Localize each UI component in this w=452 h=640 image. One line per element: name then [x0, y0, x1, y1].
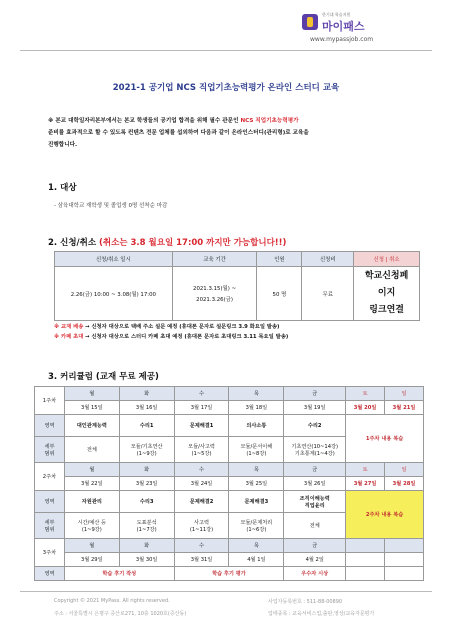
week2-day-row	[35, 463, 424, 477]
date: 3월 24일	[174, 477, 229, 491]
area: 수리2	[284, 415, 346, 437]
range-label-line-2: 범위	[44, 526, 55, 533]
range-line: (1~9강)	[81, 526, 102, 533]
day-mon: 월	[64, 387, 119, 401]
apply-period: 2.26(금) 10:00 ~ 3.08(월) 17:00	[55, 267, 173, 321]
area-line: 조직이해능력	[299, 495, 330, 502]
curriculum-table	[34, 386, 424, 581]
logo-mark-icon	[302, 14, 318, 30]
area: 의사소통	[229, 415, 284, 437]
empty-cell	[346, 539, 385, 553]
cancel-deadline-note: (취소는 3.8 월요일 17:00 까지만 가능합니다!!)	[99, 238, 287, 248]
range	[119, 513, 174, 539]
area: 대인관계능력	[64, 415, 119, 437]
day-sun: 일	[385, 387, 424, 401]
week2-date-row	[35, 477, 424, 491]
date: 3월 26일	[284, 477, 346, 491]
day-wed: 수	[174, 463, 229, 477]
header-edu-period: 교육 기간	[172, 252, 257, 267]
area-label: 영역	[35, 567, 65, 581]
area-label: 영역	[35, 491, 65, 513]
week1-label: 1주차	[35, 387, 65, 415]
day-sun: 일	[385, 463, 424, 477]
day-sat: 토	[346, 387, 385, 401]
header-divider	[20, 50, 432, 51]
range-line: (1~7강)	[136, 526, 157, 533]
empty-cell	[385, 539, 424, 553]
range-line: 도표분석	[136, 519, 157, 526]
section-3-heading: 3. 커리큘럼 (교재 무료 제공)	[48, 372, 159, 382]
empty-cell	[385, 567, 424, 581]
apply-link[interactable]	[354, 267, 420, 321]
range-line: 모듈/문서이해	[240, 443, 273, 450]
day-wed: 수	[174, 539, 229, 553]
header-apply-cancel: 신청 | 취소	[354, 252, 420, 267]
date: 3월 19일	[284, 401, 346, 415]
footer-copyright: Copyright © 2021 MyPass. All rights reserved.	[54, 598, 170, 604]
range	[284, 437, 346, 463]
footer-divider	[20, 591, 432, 592]
range	[64, 513, 119, 539]
area	[284, 491, 346, 513]
date: 3월 31일	[174, 553, 229, 567]
date: 3월 25일	[229, 477, 284, 491]
day-fri: 금	[284, 463, 346, 477]
empty-cell	[346, 553, 385, 567]
header-fee: 신청비	[302, 252, 354, 267]
header-apply-period: 신청/취소 일시	[55, 252, 173, 267]
range-line: 모듈/문제처리	[240, 519, 273, 526]
week3-label: 3주차	[35, 539, 65, 567]
intro-paragraph	[48, 115, 418, 151]
range-label-line-1: 세부	[44, 443, 55, 450]
date: 3월 22일	[64, 477, 119, 491]
logo-url[interactable]: www.mypassjob.com	[310, 36, 374, 43]
date: 3월 16일	[119, 401, 174, 415]
application-table-row	[55, 267, 420, 321]
note-textbook-label: ※ 교재 배송	[54, 324, 84, 330]
notes	[54, 322, 288, 342]
week2-area-row	[35, 491, 424, 513]
date: 4월 2일	[284, 553, 346, 567]
date: 4월 1일	[229, 553, 284, 567]
note-cafe-text: → 신청자 대상으로 스터디 카페 초대 예정 (휴대폰 문자로 초대링크 3.11 목요일 발송)	[83, 334, 289, 340]
week1-area-row	[35, 415, 424, 437]
day-tue: 화	[119, 387, 174, 401]
day-fri: 금	[284, 539, 346, 553]
area: 자원관리	[64, 491, 119, 513]
intro-line-1-text: ※ 본교 대학일자리본부에서는 본교 학생들의 공기업 합격을 위해 필수 관문인	[48, 118, 241, 124]
people-count: 50 명	[257, 267, 302, 321]
range-label-line-1: 세부	[44, 519, 55, 526]
range	[174, 513, 229, 539]
header-people: 인원	[257, 252, 302, 267]
date: 3월 29일	[64, 553, 119, 567]
logo-brand: 마이패스	[322, 20, 365, 33]
footer-business: 업태종목 : 교육서비스업,출판,영상/교육자문평가	[268, 611, 375, 617]
range	[119, 437, 174, 463]
week3-date-row	[35, 553, 424, 567]
range	[229, 513, 284, 539]
range-line: (1~9강)	[136, 450, 157, 457]
intro-line-2: 준비를 효과적으로 할 수 있도록 컨텐츠 전문 업체를 섭외하여 다음과 같이 온라인스터디(관리형)로 교육을	[48, 130, 309, 136]
intro-line-1	[48, 115, 418, 127]
area: 수리1	[119, 415, 174, 437]
logo-tagline: 한기대 학습지원	[322, 12, 351, 17]
day-mon: 월	[64, 539, 119, 553]
range	[229, 437, 284, 463]
edu-period-end: 2021.3.26(금)	[196, 297, 233, 303]
section-1-text: - 삼육대학교 재학생 및 졸업생 0명 선착순 마감	[54, 203, 168, 209]
day-wed: 수	[174, 387, 229, 401]
date: 3월 21일	[385, 401, 424, 415]
section-1-heading: 1. 대상	[48, 183, 77, 193]
range-label-line-2: 범위	[44, 450, 55, 457]
application-table-header	[55, 252, 420, 267]
range: 전체	[284, 513, 346, 539]
apply-link-line-2: 이지	[377, 288, 396, 298]
range-line: (1~11강)	[189, 526, 214, 533]
range-line: 기초통계(1~4강)	[294, 450, 335, 457]
range-line: 모듈/기초연산	[130, 443, 163, 450]
day-sat: 토	[346, 463, 385, 477]
week1-day-row	[35, 387, 424, 401]
date: 3월 20일	[346, 401, 385, 415]
event-review-eval: 학습 후기 평가	[174, 567, 284, 581]
day-thu: 목	[229, 539, 284, 553]
area: 문제해결3	[229, 491, 284, 513]
note-cafe-label: ※ 카페 초대	[54, 334, 84, 340]
note-cafe	[54, 332, 288, 342]
range-line: 모듈/사고력	[188, 443, 215, 450]
week1-weekend-review: 1주차 내용 복습	[346, 415, 424, 463]
range-line: (1~8강)	[246, 450, 267, 457]
week2-label: 2주차	[35, 463, 65, 491]
event-review-write: 학습 후기 작성	[64, 567, 174, 581]
day-tue: 화	[119, 463, 174, 477]
day-thu: 목	[229, 387, 284, 401]
week3-day-row	[35, 539, 424, 553]
area-label: 영역	[35, 415, 65, 437]
area: 문제해결2	[174, 491, 229, 513]
date: 3월 28일	[385, 477, 424, 491]
area: 수리3	[119, 491, 174, 513]
week3-area-row	[35, 567, 424, 581]
range: 전체	[64, 437, 119, 463]
date: 3월 15일	[64, 401, 119, 415]
footer-registration: 사업자등록번호 : 511-88-00890	[268, 599, 343, 605]
day-tue: 화	[119, 539, 174, 553]
fee: 무료	[302, 267, 354, 321]
edu-period	[172, 267, 257, 321]
date: 3월 27일	[346, 477, 385, 491]
week1-date-row	[35, 401, 424, 415]
day-thu: 목	[229, 463, 284, 477]
day-mon: 월	[64, 463, 119, 477]
range-line: (1~5강)	[191, 450, 212, 457]
range-line: (1~6강)	[246, 526, 267, 533]
range-line: 시간/예산 등	[77, 519, 107, 526]
intro-highlight: NCS 직업기초능력평가	[240, 118, 299, 124]
area: 문제해결1	[174, 415, 229, 437]
date: 3월 30일	[119, 553, 174, 567]
application-table	[54, 251, 420, 321]
section-2-heading-text: 2. 신청/취소	[48, 238, 97, 248]
section-2-heading	[48, 236, 286, 248]
event-award: 우수자 시상	[284, 567, 346, 581]
intro-line-3: 진행합니다.	[48, 142, 78, 148]
empty-cell	[385, 553, 424, 567]
page-title: 2021-1 공기업 NCS 직업기초능력평가 온라인 스터디 교육	[112, 83, 340, 93]
edu-period-start: 2021.3.15(월) ~	[193, 286, 237, 292]
area-line: 직업윤리	[304, 502, 325, 509]
apply-link-line-1: 학교신청페	[364, 271, 409, 281]
mypass-logo	[302, 10, 432, 46]
range-label	[35, 437, 65, 463]
date: 3월 23일	[119, 477, 174, 491]
range-line: 기초연산(10~14강)	[291, 443, 339, 450]
week2-weekend-review: 2주차 내용 복습	[346, 491, 424, 539]
day-fri: 금	[284, 387, 346, 401]
footer-address: 주소 : 서울특별시 은평구 증산로271, 10층 1020호(증산동)	[54, 611, 187, 617]
range-label	[35, 513, 65, 539]
date: 3월 18일	[229, 401, 284, 415]
note-textbook-text: → 신청자 대상으로 택배 주소 설문 예정 (휴대폰 문자로 설문링크 3.9 화요일 발송)	[83, 324, 280, 330]
apply-link-line-3: 링크연결	[369, 305, 404, 315]
range	[174, 437, 229, 463]
empty-cell	[346, 567, 385, 581]
note-textbook	[54, 322, 288, 332]
date: 3월 17일	[174, 401, 229, 415]
range-line: 사고력	[194, 519, 210, 526]
